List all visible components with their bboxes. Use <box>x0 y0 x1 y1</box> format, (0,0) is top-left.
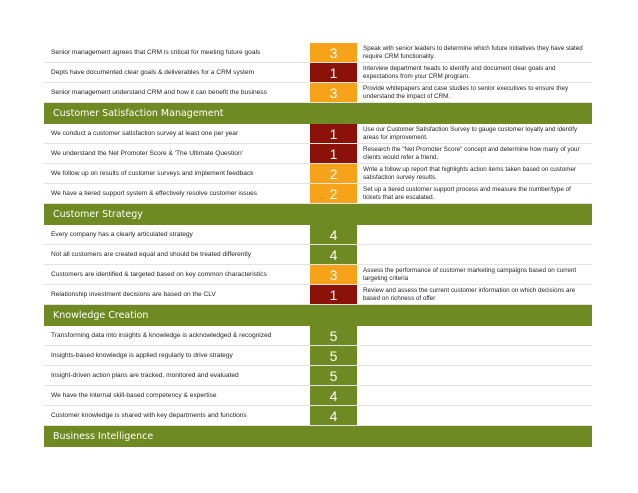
action-cell: Speak with senior leaders to determine which future initiatives they have slated require CRM functionality. <box>363 45 583 60</box>
score-cell: 5 <box>310 346 357 365</box>
action-cell: Set up a tiered customer support process and measure the number/type of tickets that are escalated. <box>363 186 571 201</box>
action-cell <box>361 366 592 385</box>
table-row <box>44 265 592 285</box>
section-header: Knowledge Creation <box>44 305 592 326</box>
action-cell <box>361 225 592 244</box>
score-cell: 4 <box>310 225 357 244</box>
score-cell: 3 <box>310 265 357 284</box>
table-row <box>44 63 592 83</box>
score-cell: 1 <box>310 144 357 163</box>
table-row <box>44 406 592 426</box>
action-cell: Use our Customer Satisfaction Survey to gauge customer loyalty and identify areas for improvement. <box>363 126 578 141</box>
table-row <box>44 164 592 184</box>
action-cell: Assess the performance of customer marketing campaigns based on current targeting criteria <box>363 267 577 282</box>
statement-cell: Customers are identified & targeted based on key common characteristics <box>51 271 267 278</box>
action-cell <box>361 245 592 264</box>
score-cell: 4 <box>310 406 357 425</box>
statement-cell: We conduct a customer satisfaction survey at least one per year <box>51 130 239 137</box>
table-row <box>44 225 592 245</box>
statement-cell: Customer knowledge is shared with key departments and functions <box>51 412 247 419</box>
statement-cell: We have a tiered support system & effectively resolve customer issues <box>51 190 258 197</box>
statement-cell: We have the internal skill-based competency & expertise <box>51 392 217 399</box>
statement-cell: Transforming data into insights & knowledge is acknowledged & recognized <box>51 332 272 339</box>
table-row <box>44 346 592 366</box>
score-cell: 2 <box>310 164 357 183</box>
action-cell: Interview department heads to identify and document clear goals and expectations from your CRM program. <box>363 65 556 80</box>
statement-cell: Relationship investment decisions are based on the CLV <box>51 291 216 298</box>
statement-cell: Depts have documented clear goals & deliverables for a CRM system <box>51 69 255 76</box>
action-cell: Research the "Net Promoter Score" concept and determine how many of your clients would refer a friend. <box>363 146 580 161</box>
action-cell: Provide whitepapers and case studies to senior executives to ensure they understand the impact of CRM. <box>363 85 569 100</box>
score-cell: 3 <box>310 43 357 62</box>
section-header: Customer Satisfaction Management <box>44 103 592 124</box>
score-cell: 1 <box>310 63 357 82</box>
statement-cell: Insight-driven action plans are tracked, monitored and evaluated <box>51 372 239 379</box>
action-cell <box>361 346 592 365</box>
statement-cell: Every company has a clearly articulated strategy <box>51 231 193 238</box>
section-header: Business Intelligence <box>44 426 592 447</box>
table-row <box>44 184 592 204</box>
crm-assessment-table <box>44 43 592 447</box>
score-cell: 1 <box>310 124 357 143</box>
table-row <box>44 386 592 406</box>
statement-cell: We understand the Net Promoter Score & 'The Ultimate Question' <box>51 150 243 157</box>
score-cell: 4 <box>310 245 357 264</box>
score-cell: 4 <box>310 386 357 405</box>
action-cell: Review and assess the current customer information on which decisions are based on richness of offer <box>363 287 576 302</box>
action-cell <box>361 386 592 405</box>
table-row <box>44 83 592 103</box>
section-header: Customer Strategy <box>44 204 592 225</box>
statement-cell: We follow up on results of customer surveys and implement feedback <box>51 170 254 177</box>
action-cell <box>361 406 592 425</box>
table-row <box>44 285 592 305</box>
statement-cell: Not all customers are created equal and should be treated differently <box>51 251 252 258</box>
action-cell: Write a follow up report that highlights action items taken based on customer satisfaction survey results. <box>363 166 577 181</box>
score-cell: 2 <box>310 184 357 203</box>
action-cell <box>361 326 592 345</box>
score-cell: 5 <box>310 366 357 385</box>
score-cell: 1 <box>310 285 357 304</box>
score-cell: 5 <box>310 326 357 345</box>
score-cell: 3 <box>310 83 357 102</box>
statement-cell: Insights-based knowledge is applied regularly to drive strategy <box>51 352 233 359</box>
statement-cell: Senior management understand CRM and how it can benefit the business <box>51 89 267 96</box>
table-row <box>44 43 592 63</box>
table-row <box>44 245 592 265</box>
statement-cell: Senior management agrees that CRM is critical for meeting future goals <box>51 49 261 56</box>
table-row <box>44 124 592 144</box>
table-row <box>44 326 592 346</box>
table-row <box>44 144 592 164</box>
table-row <box>44 366 592 386</box>
